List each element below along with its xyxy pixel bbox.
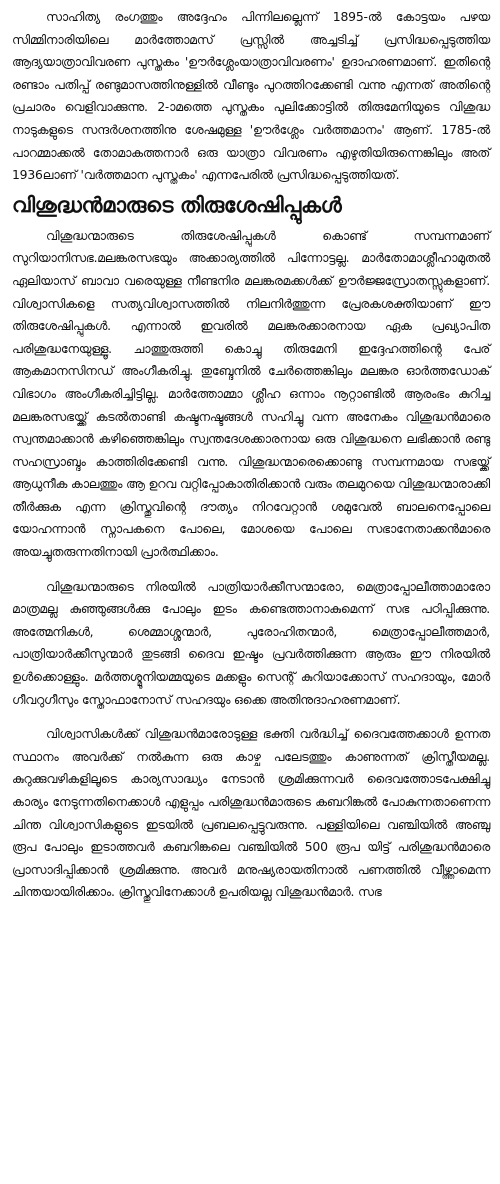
intro-paragraph: സാഹിത്യ രംഗത്തും അദ്ദേഹം പിന്നിലല്ലെന്ന് 1895-ൽ കോട്ടയം പഴയ സിമ്മിനാരിയിലെ മാർത്തോമസ് പ്രസ്സിൽ അച്ചടിച്ച് പ്രസിദ്ധപ്പെടുത്തിയ ആദ്യയാത്രാവിവരണ പുസ്തകം 'ഊർശ്ലേംയാത്രാവിവരണം' ഉദാഹരണമാണ്. ഇതിന്റെ രണ്ടാം പതിപ്പ് രണ്ടുമാസത്തിനുള്ളിൽ വീണ്ടും പുറത്തിറക്കേണ്ടി വന്നു എന്നത് അതിന്റെ പ്രചാരം വെളിവാക്കുന്നു. 2-ാമത്തെ പുസ്തകം പുലിക്കോട്ടിൽ തിരുമേനിയുടെ വിശുദ്ധ നാടുകളുടെ സന്ദർശനത്തിനു ശേഷമുള്ള 'ഊർശ്ലേം വർത്തമാനം' ആണ്. 1785-ൽ പാറമ്മാക്കൽ തോമാകത്തനാർ ഒരു യാത്രാ വിവരണം എഴുതിയിരുന്നെങ്കിലും അത് 1936ലാണ് 'വർത്തമാന പുസ്തകം' എന്നപേരിൽ പ്രസിദ്ധപ്പെടുത്തിയത്.	[12, 9, 490, 183]
section-heading: വിശുദ്ധൻമാരുടെ തിരുശേഷിപ്പുകൾ	[12, 192, 342, 217]
body-paragraph-1: വിശുദ്ധന്മാരുടെ തിരുശേഷിപ്പുകൾ കൊണ്ട് സമ്പന്നമാണ് സുറിയാനിസഭ.മലങ്കരസഭയും അക്കാര്യത്തിൽ പിന്നോട്ടല്ല. മാർതോമാശ്ലീഹാമുതൽ ഏലിയാസ് ബാവാ വരെയുള്ള നീണ്ടനിര മലങ്കരമക്കൾക്ക് ഊർജ്ജസ്രോതസ്സുകളാണ്. വിശ്വാസികളെ സത്യവിശ്വാസത്തിൽ നിലനിർത്തുന്ന പ്രേരകശക്തിയാണ് ഈ തിരുശേഷിപ്പുകൾ. എന്നാൽ ഇവരിൽ മലങ്കരക്കാരനായ ഏക പ്രഖ്യാപിത പരിശുദ്ധനേയുള്ളൂ. ചാത്തുരുത്തി കൊച്ചു തിരുമേനി ഇദ്ദേഹത്തിന്റെ പേര് ആകമാനസിനഡ് അംഗീകരിച്ചു. തുബ്ദേനിൽ ചേർത്തെങ്കിലും മലങ്കര ഓർത്തഡോക് വിഭാഗം അംഗീകരിച്ചിട്ടില്ല. മാർത്തോമ്മാ ശ്ലീഹ ഒന്നാം നൂറ്റാണ്ടിൽ ആരംഭം കുറിച്ച മലങ്കരസഭയ്ക്ക് കടൽതാണ്ടി കഷ്ടനഷ്ടങ്ങൾ സഹിച്ചു വന്ന അനേകം വിശുദ്ധൻമാരെ സ്വന്തമാക്കാൻ കഴിഞ്ഞെങ്കിലും സ്വന്തദേശക്കാരനായ ഒരു വിശുദ്ധനെ ലഭിക്കാൻ രണ്ടു സഹസ്രാബ്ദം കാത്തിരിക്കേണ്ടി വന്നു. വിശുദ്ധന്മാരെക്കൊണ്ടു സമ്പന്നമായ സഭയ്ക്ക് ആധുനീക കാലത്തും ആ ഉറവ വറ്റിപ്പോകാതിരിക്കാൻ വരും തലമുറയെ വിശുദ്ധന്മാരാക്കി തീർക്കുക എന്ന ക്രിസ്തുവിന്റെ ദൗത്യം നിറവേറ്റാൻ ശമുവേൽ ബാലനെപ്പോലെ യോഹന്നാൻ സ്നാപകനെ പോലെ, മോശയെ പോലെ സഭാനേതാക്കൻമാരെ അയച്ചുതരുന്നതിനായി പ്രാർത്ഥിക്കാം.	[12, 227, 490, 560]
body-paragraph-3: വിശ്വാസികൾക്ക് വിശുദ്ധൻമാരോടുള്ള ഭക്തി വർദ്ധിച്ച് ദൈവത്തേക്കാൾ ഉന്നത സ്ഥാനം അവർക്ക് നൽകുന്ന ഒരു കാഴ്ച പലേടത്തും കാണുന്നത് ക്രിസ്തീയമല്ല. കുറുക്കുവഴികളിലൂടെ കാര്യസാദ്ധ്യം നേടാൻ ശ്രമിക്കുന്നവർ ദൈവത്തോടപേക്ഷിച്ചു കാര്യം നേടുന്നതിനെക്കാൾ എളുപ്പം പരിശുദ്ധൻമാരുടെ കബറിങ്കൽ പോകുന്നതാണെന്ന ചിന്ത വിശ്വാസികളുടെ ഇടയിൽ പ്രബലപ്പെട്ടുവരുന്നു. പള്ളിയിലെ വഞ്ചിയിൽ അഞ്ചു രൂപ പോലും ഇടാത്തവർ കബറിങ്കലെ വഞ്ചിയിൽ 500 രൂപ യിട്ട് പരിശുദ്ധൻമാരെ പ്രാസാദിപ്പിക്കാൻ ശ്രമിക്കുന്നു. അവർ മനുഷ്യരായതിനാൽ പണത്തിൽ വീഴ്ത്താമെന്ന ചിന്തയായിരിക്കാം. ക്രിസ്തുവിനേക്കാൾ ഉപരിയല്ല വിശുദ്ധൻമാർ. സഭ	[12, 726, 490, 900]
body-paragraph-2: വിശുദ്ധന്മാരുടെ നിരയിൽ പാത്രിയാർക്കീസന്മാരോ, മെത്രാപ്പോലീത്താമാരോ മാത്രമല്ല കുഞ്ഞുങ്ങൾക്കു പോലും ഇടം കണ്ടെത്താനാകുമെന്ന് സഭ പഠിപ്പിക്കുന്നു. അത്മേനികൾ, ശെമ്മാശ്ശന്മാർ, പുരോഹിതന്മാർ, മെത്രാപ്പോലീത്തമാർ, പാത്രിയാർക്കീസുന്മാർ തുടങ്ങി ദൈവ ഇഷ്ടം പ്രവർത്തിക്കുന്ന ആരും ഈ നിരയിൽ ഉൾക്കൊള്ളും. മർത്തശ്മൂനിയമ്മയുടെ മക്കളും സെന്റ് കുറിയാക്കോസ് സഹദായും, മോർ ഗീവറുഗീസും സ്തോഫാനോസ് സഹദയും ഒക്കെ അതിനുദാഹരണമാണ്.	[12, 578, 490, 707]
